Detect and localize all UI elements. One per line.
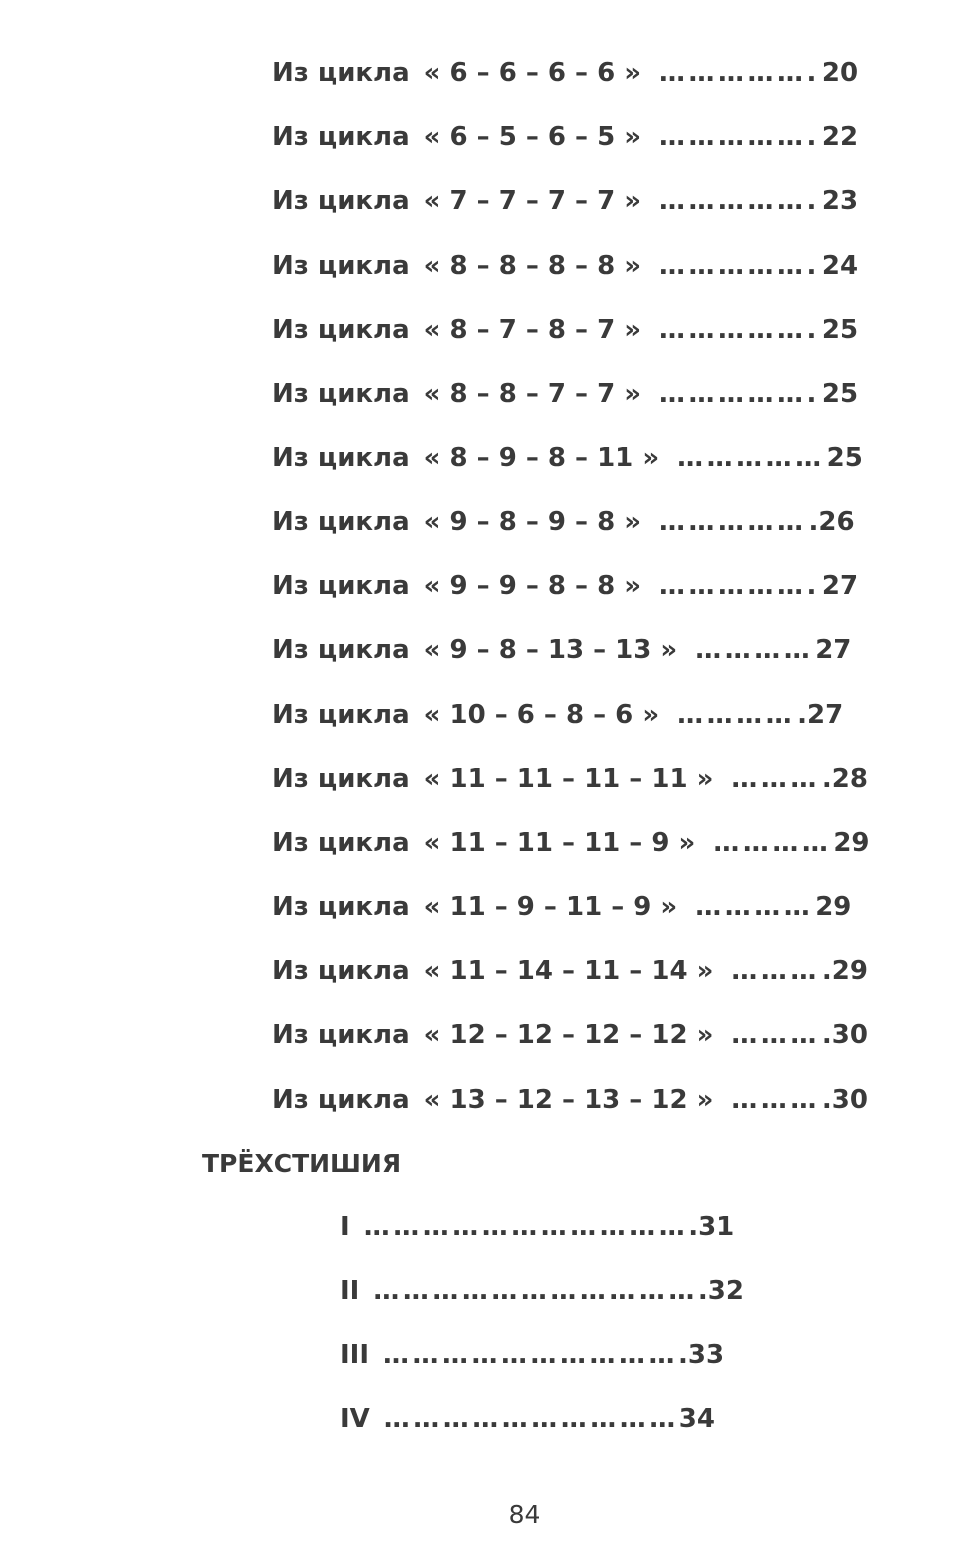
entry-pattern: « 11 – 9 – 11 – 9 » (423, 892, 678, 922)
dot-leader: ……………. (659, 186, 820, 216)
toc-entry (272, 698, 843, 732)
entry-pattern: « 10 – 6 – 8 – 6 » (423, 700, 660, 730)
entry-label: Из цикла (272, 828, 410, 858)
dot-leader: ………… (677, 700, 796, 730)
toc-entry (272, 1083, 868, 1117)
entry-pattern: « 9 – 9 – 8 – 8 » (423, 571, 642, 601)
dot-leader: ……………. (659, 315, 820, 345)
entry-label: Из цикла (272, 251, 410, 281)
entry-label: Из цикла (272, 1020, 410, 1050)
toc-entry (272, 120, 858, 154)
entry-page-number: 27 (821, 571, 859, 601)
entry-pattern: « 8 – 8 – 8 – 8 » (423, 251, 642, 281)
entry-page-number: 24 (821, 251, 859, 281)
toc-entry (272, 826, 870, 860)
dot-leader: ……………. (659, 379, 820, 409)
entry-label: Из цикла (272, 892, 410, 922)
roman-numeral: III (340, 1340, 370, 1370)
toc-entry (272, 762, 868, 796)
item-page-number: .33 (678, 1340, 725, 1370)
entry-label: Из цикла (272, 700, 410, 730)
entry-label: Из цикла (272, 1085, 410, 1115)
entry-pattern: « 8 – 7 – 8 – 7 » (423, 315, 642, 345)
dot-leader: …………… (659, 507, 807, 537)
entry-label: Из цикла (272, 443, 410, 473)
entry-pattern: « 11 – 14 – 11 – 14 » (423, 956, 714, 986)
toc-entry (272, 313, 858, 347)
dot-leader: ………… (695, 635, 814, 665)
entry-label: Из цикла (272, 956, 410, 986)
roman-numeral: IV (340, 1404, 370, 1434)
entry-page-number: .30 (821, 1085, 868, 1115)
dot-leader: ……………. (659, 58, 820, 88)
toc-entry (272, 954, 868, 988)
entry-page-number: 25 (821, 379, 859, 409)
section-item (340, 1402, 715, 1436)
entry-page-number: 20 (821, 58, 859, 88)
entry-label: Из цикла (272, 635, 410, 665)
toc-entry (272, 184, 858, 218)
entry-pattern: « 12 – 12 – 12 – 12 » (423, 1020, 714, 1050)
roman-numeral: II (340, 1276, 360, 1306)
dot-leader: ……… (731, 1085, 820, 1115)
dot-leader: ………………………… (383, 1404, 679, 1434)
dot-leader: …………… (677, 443, 825, 473)
dot-leader: ……… (731, 764, 820, 794)
dot-leader: …………………………… (373, 1276, 698, 1306)
entry-label: Из цикла (272, 58, 410, 88)
entry-page-number: .27 (797, 700, 844, 730)
entry-label: Из цикла (272, 315, 410, 345)
entry-pattern: « 8 – 8 – 7 – 7 » (423, 379, 642, 409)
item-page-number: 34 (678, 1404, 715, 1434)
entry-page-number: 22 (821, 122, 859, 152)
entry-label: Из цикла (272, 186, 410, 216)
toc-entry (272, 249, 858, 283)
dot-leader: ……………. (659, 571, 820, 601)
entry-page-number: .28 (821, 764, 868, 794)
entry-page-number: .30 (821, 1020, 868, 1050)
dot-leader: ……… (731, 956, 820, 986)
dot-leader: …………………………… (363, 1212, 689, 1242)
entry-page-number: .26 (808, 507, 855, 537)
entry-label: Из цикла (272, 571, 410, 601)
dot-leader: ……………. (659, 251, 820, 281)
entry-page-number: .29 (821, 956, 868, 986)
dot-leader: ………… (695, 892, 814, 922)
entry-pattern: « 11 – 11 – 11 – 11 » (423, 764, 714, 794)
entry-pattern: « 7 – 7 – 7 – 7 » (423, 186, 642, 216)
entry-pattern: « 6 – 5 – 6 – 5 » (423, 122, 642, 152)
toc-entry (272, 441, 863, 475)
entry-page-number: 27 (815, 635, 852, 665)
toc-entry (272, 633, 851, 667)
section-item (340, 1338, 724, 1372)
entry-pattern: « 11 – 11 – 11 – 9 » (423, 828, 696, 858)
section-item (340, 1274, 744, 1308)
entry-page-number: 25 (826, 443, 863, 473)
toc-entry (272, 1018, 868, 1052)
entry-label: Из цикла (272, 122, 410, 152)
toc-entry (272, 56, 858, 90)
entry-page-number: 29 (815, 892, 852, 922)
entry-page-number: 25 (821, 315, 859, 345)
toc-entry (272, 505, 855, 539)
section-item (340, 1210, 734, 1244)
toc-entry (272, 377, 858, 411)
entry-pattern: « 13 – 12 – 13 – 12 » (423, 1085, 714, 1115)
entry-page-number: 23 (821, 186, 859, 216)
entry-label: Из цикла (272, 764, 410, 794)
item-page-number: .32 (697, 1276, 744, 1306)
entry-pattern: « 8 – 9 – 8 – 11 » (423, 443, 660, 473)
page-number: 84 (508, 1500, 541, 1529)
dot-leader: ………… (713, 828, 832, 858)
toc-entry (272, 890, 851, 924)
dot-leader: ……………. (659, 122, 820, 152)
entry-pattern: « 9 – 8 – 9 – 8 » (423, 507, 642, 537)
dot-leader: ……… (731, 1020, 820, 1050)
entry-pattern: « 9 – 8 – 13 – 13 » (423, 635, 678, 665)
dot-leader: ………………………… (383, 1340, 679, 1370)
entry-page-number: 29 (833, 828, 870, 858)
item-page-number: .31 (688, 1212, 735, 1242)
roman-numeral: I (340, 1212, 350, 1242)
toc-entry (272, 569, 858, 603)
entry-pattern: « 6 – 6 – 6 – 6 » (423, 58, 642, 88)
section-heading: ТРЁХСТИШИЯ (202, 1149, 402, 1178)
entry-label: Из цикла (272, 507, 410, 537)
entry-label: Из цикла (272, 379, 410, 409)
